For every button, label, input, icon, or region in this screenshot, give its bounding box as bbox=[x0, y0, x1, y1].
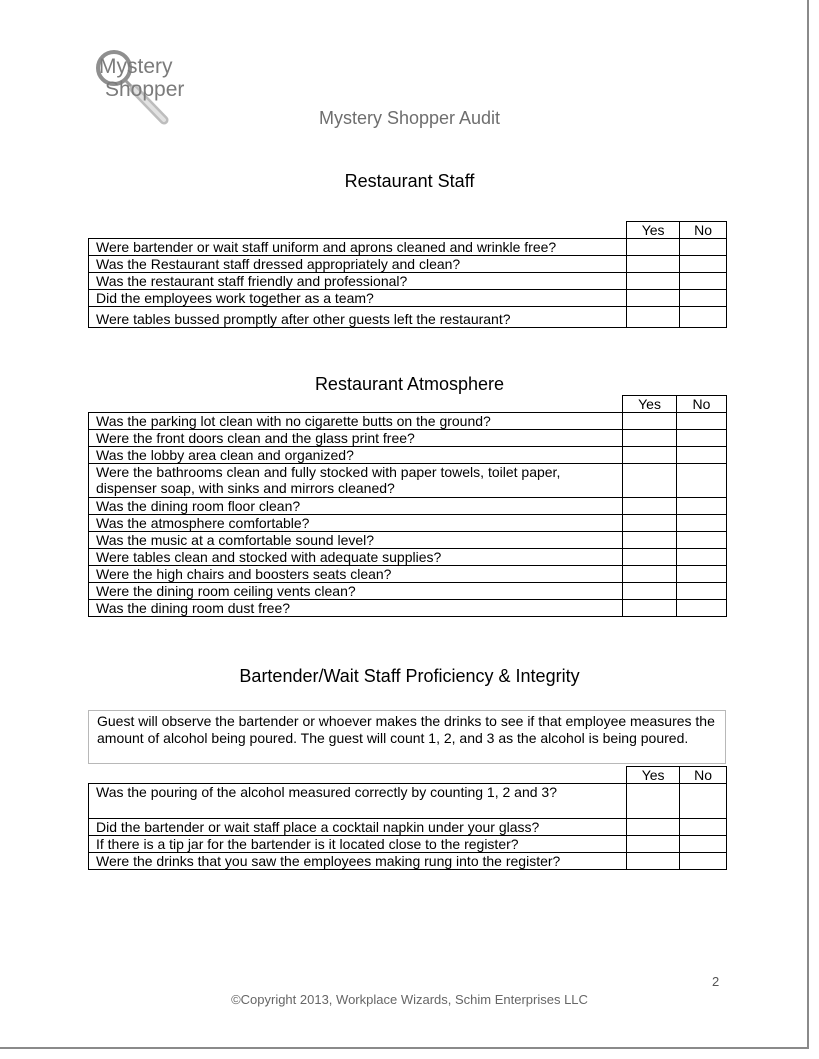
table-row bbox=[89, 515, 727, 532]
no-answer-cell[interactable] bbox=[680, 290, 727, 307]
no-answer-cell[interactable] bbox=[680, 836, 727, 853]
question-text: Was the dining room dust free? bbox=[89, 600, 623, 617]
yes-answer-cell[interactable] bbox=[623, 515, 677, 532]
table-row bbox=[89, 307, 727, 328]
section-title-restaurant-atmosphere: Restaurant Atmosphere bbox=[314, 374, 505, 394]
question-text: Was the dining room floor clean? bbox=[89, 498, 623, 515]
question-text: Were tables bussed promptly after other guests left the restaurant? bbox=[89, 307, 627, 328]
table-row bbox=[89, 273, 727, 290]
no-answer-cell[interactable] bbox=[677, 413, 727, 430]
no-answer-cell[interactable] bbox=[677, 498, 727, 515]
no-answer-cell[interactable] bbox=[680, 853, 727, 870]
question-text: Were the front doors clean and the glass print free? bbox=[89, 430, 623, 447]
table-row bbox=[89, 583, 727, 600]
table-row bbox=[89, 532, 727, 549]
question-text: Were the drinks that you saw the employees making rung into the register? bbox=[89, 853, 627, 870]
yes-answer-cell[interactable] bbox=[623, 549, 677, 566]
instruction-note: Guest will observe the bartender or whoever makes the drinks to see if that employee measures the amount of alcohol being poured. The guest will count 1, 2, and 3 as the alcohol is being poured. bbox=[88, 710, 726, 764]
page-number: 2 bbox=[712, 974, 720, 989]
no-header: No bbox=[680, 767, 727, 784]
yes-answer-cell[interactable] bbox=[627, 819, 680, 836]
question-text: Was the lobby area clean and organized? bbox=[89, 447, 623, 464]
logo-text-line2: Shopper bbox=[105, 78, 185, 101]
question-text: Was the restaurant staff friendly and professional? bbox=[89, 273, 627, 290]
yes-answer-cell[interactable] bbox=[627, 853, 680, 870]
table-row bbox=[89, 819, 727, 836]
question-text: Was the pouring of the alcohol measured correctly by counting 1, 2 and 3? bbox=[89, 784, 627, 819]
yes-answer-cell[interactable] bbox=[623, 413, 677, 430]
no-answer-cell[interactable] bbox=[677, 532, 727, 549]
yes-answer-cell[interactable] bbox=[623, 600, 677, 617]
no-answer-cell[interactable] bbox=[677, 600, 727, 617]
yes-header: Yes bbox=[623, 396, 677, 413]
table-row bbox=[89, 464, 727, 498]
no-answer-cell[interactable] bbox=[680, 784, 727, 819]
yes-header: Yes bbox=[627, 767, 680, 784]
yes-answer-cell[interactable] bbox=[623, 430, 677, 447]
question-text: Did the employees work together as a team? bbox=[89, 290, 627, 307]
logo-text-line1: Mystery bbox=[99, 55, 173, 78]
no-answer-cell[interactable] bbox=[677, 566, 727, 583]
no-answer-cell[interactable] bbox=[677, 583, 727, 600]
question-text: Did the bartender or wait staff place a cocktail napkin under your glass? bbox=[89, 819, 627, 836]
question-text: Were the high chairs and boosters seats clean? bbox=[89, 566, 623, 583]
no-answer-cell[interactable] bbox=[677, 549, 727, 566]
no-header: No bbox=[680, 222, 727, 239]
no-answer-cell[interactable] bbox=[677, 515, 727, 532]
no-answer-cell[interactable] bbox=[677, 447, 727, 464]
yes-answer-cell[interactable] bbox=[627, 256, 680, 273]
yes-answer-cell[interactable] bbox=[627, 273, 680, 290]
table-row bbox=[89, 239, 727, 256]
table-row bbox=[89, 549, 727, 566]
no-answer-cell[interactable] bbox=[680, 239, 727, 256]
yes-answer-cell[interactable] bbox=[623, 532, 677, 549]
table-row bbox=[89, 836, 727, 853]
yes-answer-cell[interactable] bbox=[623, 447, 677, 464]
table-row bbox=[89, 413, 727, 430]
table-row bbox=[89, 853, 727, 870]
question-text: Were tables clean and stocked with adequate supplies? bbox=[89, 549, 623, 566]
question-text: If there is a tip jar for the bartender is it located close to the register? bbox=[89, 836, 627, 853]
yes-answer-cell[interactable] bbox=[627, 239, 680, 256]
no-answer-cell[interactable] bbox=[680, 307, 727, 328]
yes-answer-cell[interactable] bbox=[623, 464, 677, 498]
document-title: Mystery Shopper Audit bbox=[318, 108, 501, 128]
table-row bbox=[89, 498, 727, 515]
no-answer-cell[interactable] bbox=[677, 464, 727, 498]
table-row bbox=[89, 784, 727, 819]
yes-answer-cell[interactable] bbox=[627, 784, 680, 819]
no-header: No bbox=[677, 396, 727, 413]
question-text: Were bartender or wait staff uniform and aprons cleaned and wrinkle free? bbox=[89, 239, 627, 256]
no-answer-cell[interactable] bbox=[680, 256, 727, 273]
restaurant-staff-table bbox=[88, 221, 727, 328]
yes-header: Yes bbox=[627, 222, 680, 239]
table-row bbox=[89, 290, 727, 307]
table-row bbox=[89, 600, 727, 617]
section-title-bartender-proficiency: Bartender/Wait Staff Proficiency & Integrity bbox=[239, 666, 580, 686]
bartender-proficiency-table bbox=[88, 766, 727, 870]
no-answer-cell[interactable] bbox=[680, 273, 727, 290]
restaurant-atmosphere-table bbox=[88, 395, 727, 617]
table-row bbox=[89, 256, 727, 273]
no-answer-cell[interactable] bbox=[677, 430, 727, 447]
yes-answer-cell[interactable] bbox=[623, 498, 677, 515]
question-text: Was the atmosphere comfortable? bbox=[89, 515, 623, 532]
table-row bbox=[89, 566, 727, 583]
table-row bbox=[89, 430, 727, 447]
section-title-restaurant-staff: Restaurant Staff bbox=[344, 171, 475, 191]
no-answer-cell[interactable] bbox=[680, 819, 727, 836]
yes-answer-cell[interactable] bbox=[627, 290, 680, 307]
table-row bbox=[89, 447, 727, 464]
yes-answer-cell[interactable] bbox=[623, 583, 677, 600]
question-text: Were the dining room ceiling vents clean? bbox=[89, 583, 623, 600]
question-text: Was the Restaurant staff dressed appropriately and clean? bbox=[89, 256, 627, 273]
question-text: Was the parking lot clean with no cigarette butts on the ground? bbox=[89, 413, 623, 430]
yes-answer-cell[interactable] bbox=[627, 307, 680, 328]
question-text: Was the music at a comfortable sound level? bbox=[89, 532, 623, 549]
question-text: Were the bathrooms clean and fully stocked with paper towels, toilet paper, dispenser soap, with sinks and mirrors cleaned? bbox=[89, 464, 623, 498]
yes-answer-cell[interactable] bbox=[623, 566, 677, 583]
copyright-footer: ©Copyright 2013, Workplace Wizards, Schim Enterprises LLC bbox=[231, 992, 588, 1007]
yes-answer-cell[interactable] bbox=[627, 836, 680, 853]
